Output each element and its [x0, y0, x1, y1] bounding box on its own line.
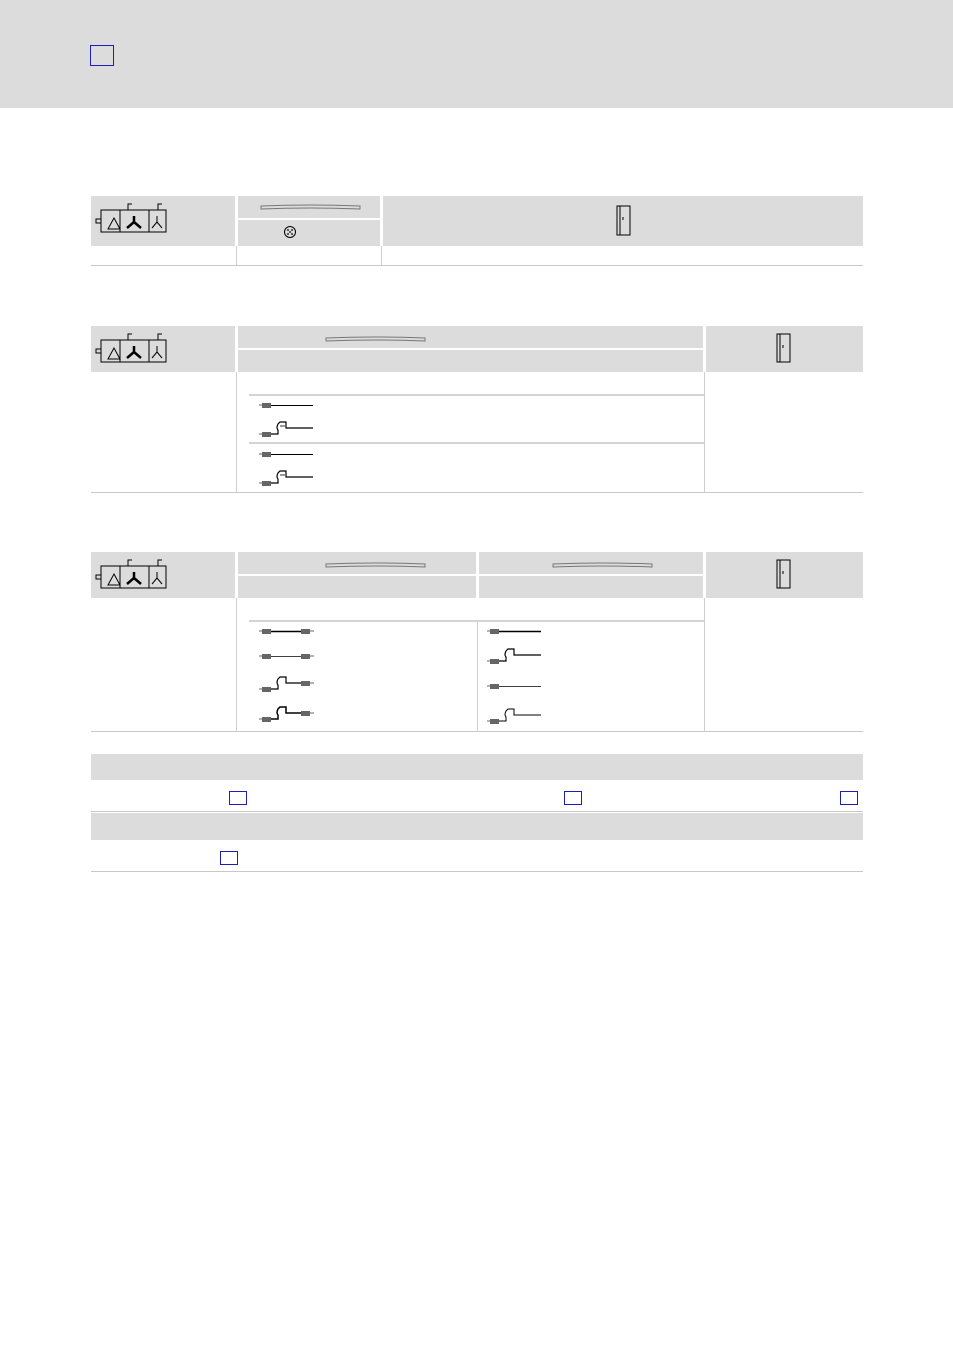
table-3-separator — [477, 620, 478, 731]
switch-cabinet-icon — [616, 205, 632, 237]
table-2-row-rule — [249, 394, 704, 396]
table-3-separator — [704, 598, 705, 731]
plug-angled-icon — [258, 674, 320, 696]
page-reference-link[interactable] — [564, 791, 582, 805]
plug-straight-icon — [258, 626, 320, 638]
table-1-bottom-rule — [91, 265, 863, 266]
table-1-connector-header — [238, 220, 380, 246]
plug-straight-icon — [258, 651, 320, 663]
switch-cabinet-icon — [776, 559, 792, 591]
table-2-sub-header — [238, 350, 703, 372]
reference-row-rule — [91, 811, 863, 812]
plug-angled-icon — [486, 705, 546, 729]
reference-header-2 — [91, 813, 863, 840]
cable-icon — [325, 561, 430, 569]
plug-straight-icon — [486, 626, 546, 638]
table-3-bottom-rule — [91, 731, 863, 732]
reference-bottom-rule — [91, 871, 863, 872]
plug-angled-icon — [486, 646, 546, 668]
page-reference-link[interactable] — [840, 791, 858, 805]
table-3-sub-header-a — [238, 576, 476, 598]
plug-straight-icon — [258, 400, 318, 412]
plug-straight-icon — [486, 681, 546, 693]
table-1-separator — [381, 246, 382, 266]
round-connector-icon — [284, 226, 298, 240]
page-reference-link[interactable] — [220, 851, 238, 865]
motor-fan-icon — [96, 560, 171, 600]
table-2-bottom-rule — [91, 492, 863, 493]
cable-icon — [552, 561, 657, 569]
table-3-row-rule — [249, 620, 704, 622]
cable-icon — [325, 335, 430, 343]
table-2-separator — [236, 372, 237, 492]
motor-fan-icon — [96, 204, 171, 244]
plug-angled-icon — [258, 420, 318, 440]
plug-angled-icon — [258, 468, 318, 490]
plug-straight-icon — [258, 449, 318, 461]
table-3-sub-header-b — [479, 576, 703, 598]
switch-cabinet-icon — [776, 333, 792, 365]
table-3-separator — [236, 598, 237, 731]
table-2-separator — [704, 372, 705, 492]
chapter-nav-link[interactable] — [90, 45, 114, 66]
table-1-separator — [236, 246, 237, 266]
table-2-cable-header — [238, 326, 703, 348]
reference-header-1 — [91, 754, 863, 780]
cable-icon — [260, 203, 365, 211]
page-reference-link[interactable] — [229, 791, 247, 805]
plug-angled-icon — [258, 703, 320, 727]
header-band — [0, 0, 953, 108]
motor-fan-icon — [96, 334, 171, 374]
table-2-row-rule — [249, 442, 704, 444]
